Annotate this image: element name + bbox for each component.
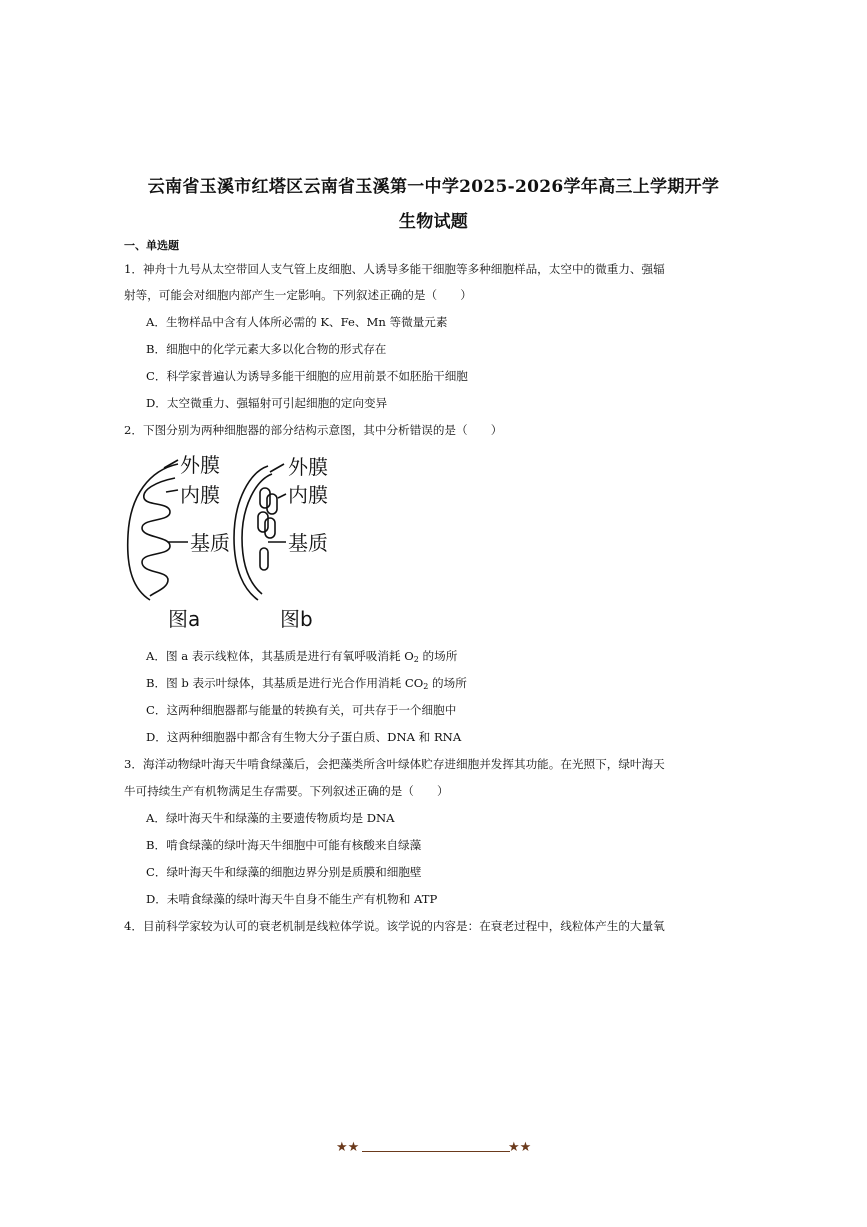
chloroplast-inner-membrane [242,474,272,594]
question-1-stem-line-2: 射等，可能会对细胞内部产生一定影响。下列叙述正确的是（ ） [124,288,472,302]
label-b-inner-membrane: 内膜 [288,483,328,507]
question-3-option-d: D．未啃食绿藻的绿叶海天牛自身不能生产有机物和 ATP [146,892,438,906]
q2-b-text: B．图 b 表示叶绿体，其基质是进行光合作用消耗 CO [146,676,424,690]
label-a-matrix: 基质 [190,531,230,555]
label-line-a-inner [166,490,178,492]
question-1-option-b: B．细胞中的化学元素大多以化合物的形式存在 [146,342,387,356]
question-3-option-c: C．绿叶海天牛和绿藻的细胞边界分别是质膜和细胞壁 [146,865,422,879]
question-2-option-c: C．这两种细胞器都与能量的转换有关，可共存于一个细胞中 [146,703,457,717]
label-line-b-inner [278,494,286,498]
question-1-stem-line-1: 1．神舟十九号从太空带回人支气管上皮细胞、人诱导多能干细胞等多种细胞样品，太空中的微重力、强辐 [124,262,665,276]
question-2-stem: 2．下图分别为两种细胞器的部分结构示意图，其中分析错误的是（ ） [124,423,503,437]
question-1-option-a: A．生物样品中含有人体所必需的 K、Fe、Mn 等微量元素 [146,315,448,329]
q2-b-subscript: 2 [423,682,429,691]
q2-a-text: A．图 a 表示线粒体，其基质是进行有氧呼吸消耗 O [146,649,414,663]
q2-a-text-end: 的场所 [418,649,458,663]
question-2-option-a [146,648,457,664]
question-1-option-c: C．科学家普遍认为诱导多能干细胞的应用前景不如胚胎干细胞 [146,369,468,383]
chloroplast-drawing [234,464,286,600]
question-3-option-b: B．啃食绿藻的绿叶海天牛细胞中可能有核酸来自绿藻 [146,838,422,852]
thylakoid-stack-1 [260,488,270,508]
document-title: 云南省玉溪市红塔区云南省玉溪第一中学2025-2026学年高三上学期开学 [147,177,720,197]
thylakoid-stack-4 [265,518,275,538]
question-3-stem-line-1: 3．海洋动物绿叶海天牛啃食绿藻后，会把藻类所含叶绿体贮存进细胞并发挥其功能。在光照下，绿叶海天 [124,757,665,771]
organelle-diagram [120,450,360,635]
caption-figure-a: 图a [168,607,201,631]
document-subtitle: 生物试题 [398,212,469,232]
label-a-inner-membrane: 内膜 [180,483,220,507]
mitochondrion-drawing [128,460,188,600]
q2-b-text-end: 的场所 [428,676,467,690]
question-1-option-d: D．太空微重力、强辐射可引起细胞的定向变异 [146,396,388,410]
thylakoid-stack-5 [260,548,268,570]
question-2-option-d: D．这两种细胞器中都含有生物大分子蛋白质、DNA 和 RNA [146,730,462,744]
question-3-option-a: A．绿叶海天牛和绿藻的主要遗传物质均是 DNA [146,811,395,825]
thylakoid-stack-3 [258,512,268,532]
question-2-option-b [146,675,467,691]
label-b-matrix: 基质 [288,531,328,555]
caption-figure-b: 图b [280,607,313,631]
footer-rule [362,1151,510,1152]
mitochondrion-outer-membrane [128,464,178,600]
footer-stars-right: ★★ [508,1140,532,1155]
q2-a-subscript: 2 [413,655,419,664]
section-heading: 一、单选题 [124,239,179,252]
footer-stars-left: ★★ [336,1140,360,1155]
label-line-b-outer [270,464,284,472]
organelle-figure [120,450,360,635]
thylakoid-stack-2 [267,494,277,514]
page-footer-ornament [336,1140,536,1160]
label-a-outer-membrane: 外膜 [180,453,220,477]
mitochondrion-inner-membrane [142,478,175,596]
question-4-stem-line-1: 4．目前科学家较为认可的衰老机制是线粒体学说。该学说的内容是：在衰老过程中，线粒体产生的大量氧 [124,919,665,933]
question-3-stem-line-2: 牛可持续生产有机物满足生存需要。下列叙述正确的是（ ） [124,784,449,798]
label-b-outer-membrane: 外膜 [288,455,328,479]
